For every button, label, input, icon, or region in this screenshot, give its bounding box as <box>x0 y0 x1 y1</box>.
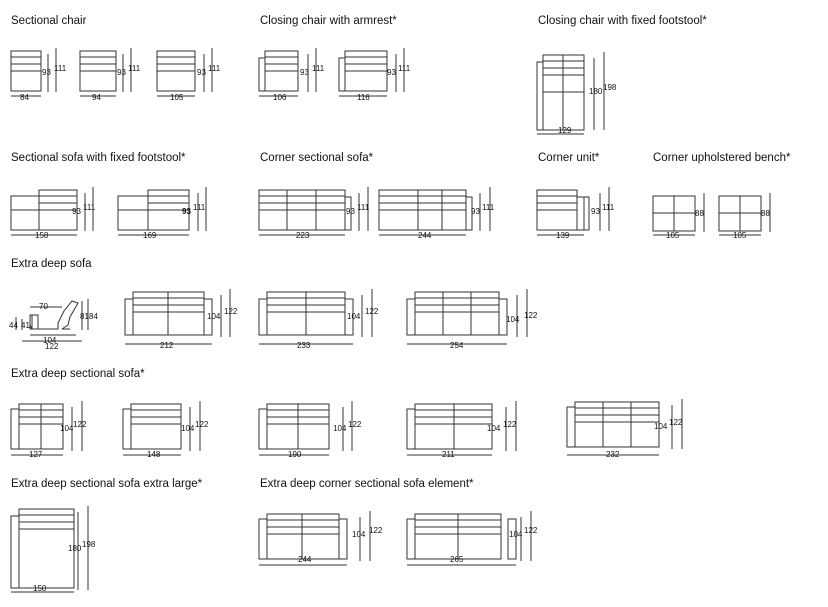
extra-deep-212 <box>124 289 244 347</box>
corner-sectional-244 <box>378 187 498 237</box>
corner-sectional-223 <box>258 187 373 237</box>
dim-width: 139 <box>556 231 570 240</box>
dim-70: 70 <box>39 302 48 311</box>
corner-unit-139 <box>536 187 616 237</box>
title-extra-deep-sectional: Extra deep sectional sofa* <box>11 368 145 380</box>
dim-width: 116 <box>357 93 370 102</box>
dim-depth: 93 <box>471 207 480 216</box>
dim-height: 198 <box>82 540 96 549</box>
dim-depth: 104 <box>352 530 366 539</box>
dim-81: 81 <box>80 312 89 321</box>
dim-height: 111 <box>208 64 221 73</box>
title-corner-bench: Corner upholstered bench* <box>653 152 791 164</box>
dim-width: 127 <box>29 450 43 459</box>
sectional-chair-84 <box>10 48 60 98</box>
dim-depth: 104 <box>207 312 221 321</box>
dim-depth: 180 <box>589 87 603 96</box>
dim-depth: 104 <box>333 424 347 433</box>
dim-104: 104 <box>43 336 57 345</box>
dim-width: 94 <box>92 93 101 102</box>
sectional-chair-94 <box>79 48 139 98</box>
dim-height: 122 <box>224 307 238 316</box>
dim-44: 44 <box>9 321 18 330</box>
dim-depth: 93 <box>346 207 355 216</box>
dim-height: 122 <box>348 420 362 429</box>
dim-width: 232 <box>606 450 620 459</box>
dim-width: 223 <box>296 231 310 240</box>
title-extra-deep-xl: Extra deep sectional sofa extra large* <box>11 478 203 490</box>
dim-height: 111 <box>482 203 495 212</box>
dim-width: 254 <box>450 341 464 350</box>
ed-sectional-127 <box>10 401 90 459</box>
closing-footstool-129 <box>536 52 620 136</box>
dim-width: 84 <box>20 93 29 102</box>
dim-width: 105 <box>733 231 747 240</box>
dim-height: 111 <box>398 64 411 73</box>
dim-depth: 104 <box>347 312 361 321</box>
title-corner-unit: Corner unit* <box>538 152 600 164</box>
title-sectional-sofa-footstool: Sectional sofa with fixed footstool* <box>11 152 186 164</box>
dim-height: 122 <box>524 526 538 535</box>
ed-corner-265 <box>406 511 542 569</box>
dim-depth: 93 <box>591 207 600 216</box>
dim-depth: 104 <box>506 315 520 324</box>
dim-width: 105 <box>170 93 184 102</box>
dim-depth: 93 <box>72 207 81 216</box>
title-closing-chair-armrest: Closing chair with armrest* <box>260 15 397 27</box>
dim-width: 190 <box>288 450 302 459</box>
dim-width: 169 <box>143 231 157 240</box>
closing-chair-116 <box>338 48 410 98</box>
ed-sectional-232 <box>566 399 690 459</box>
dim-width: 233 <box>297 341 311 350</box>
dim-depth: 104 <box>181 424 195 433</box>
dim-width: 106 <box>273 93 287 102</box>
dim-depth: 88 <box>695 209 704 218</box>
dim-height: 111 <box>83 203 96 212</box>
dim-width: 244 <box>298 555 312 564</box>
dim-depth: 104 <box>60 424 74 433</box>
dim-depth: 104 <box>654 422 668 431</box>
dim-depth: 88 <box>761 209 770 218</box>
dim-width: 265 <box>450 555 464 564</box>
dim-depth: 180 <box>68 544 82 553</box>
ed-sectional-190 <box>258 401 362 459</box>
dim-height: 122 <box>524 311 538 320</box>
dim-depth: 93 <box>42 68 51 77</box>
title-corner-sectional-sofa: Corner sectional sofa* <box>260 152 374 164</box>
dim-height: 198 <box>603 83 617 92</box>
sectional-chair-105 <box>156 48 221 98</box>
dim-width: 158 <box>35 231 49 240</box>
dim-width: 129 <box>558 126 572 135</box>
dim-height: 111 <box>193 203 206 212</box>
dim-height: 111 <box>602 203 615 212</box>
ed-xl-150 <box>10 506 106 596</box>
dim-height: 122 <box>365 307 379 316</box>
ed-sectional-148 <box>122 401 214 459</box>
dim-height: 111 <box>312 64 325 73</box>
dim-122: 122 <box>45 342 59 351</box>
dim-width: 212 <box>160 341 174 350</box>
dim-height: 122 <box>195 420 209 429</box>
ed-sectional-211 <box>406 401 524 459</box>
dim-width: 244 <box>418 231 432 240</box>
extra-deep-233 <box>258 289 383 347</box>
dim-height: 122 <box>669 418 683 427</box>
dim-41: 41 <box>21 321 30 330</box>
dim-depth: 104 <box>509 530 523 539</box>
dim-84: 84 <box>89 312 98 321</box>
dim-height: 122 <box>73 420 87 429</box>
extra-deep-254 <box>406 289 542 347</box>
title-extra-deep-sofa: Extra deep sofa <box>11 258 92 270</box>
title-closing-chair-footstool: Closing chair with fixed footstool* <box>538 15 707 27</box>
dim-width: 105 <box>666 231 680 240</box>
sectional-footstool-169 <box>117 187 212 237</box>
dim-height: 111 <box>54 64 67 73</box>
dim-depth: 93 <box>387 68 396 77</box>
dim-depth: 93 <box>300 68 309 77</box>
dim-depth: 93 <box>197 68 206 77</box>
title-sectional-chair: Sectional chair <box>11 15 87 27</box>
dim-depth: 104 <box>487 424 501 433</box>
dim-height: 111 <box>128 64 141 73</box>
dim-width: 150 <box>33 584 47 593</box>
title-extra-deep-corner: Extra deep corner sectional sofa element* <box>260 478 474 490</box>
dim-depth: 93 <box>182 207 191 216</box>
dim-height: 122 <box>369 526 383 535</box>
closing-chair-106 <box>258 48 324 98</box>
dim-depth: 93 <box>117 68 126 77</box>
dim-height: 111 <box>357 203 370 212</box>
sectional-footstool-158 <box>10 187 100 237</box>
dim-height: 122 <box>503 420 517 429</box>
dim-width: 211 <box>442 450 455 459</box>
dim-width: 148 <box>147 450 161 459</box>
ed-corner-244 <box>258 511 386 569</box>
